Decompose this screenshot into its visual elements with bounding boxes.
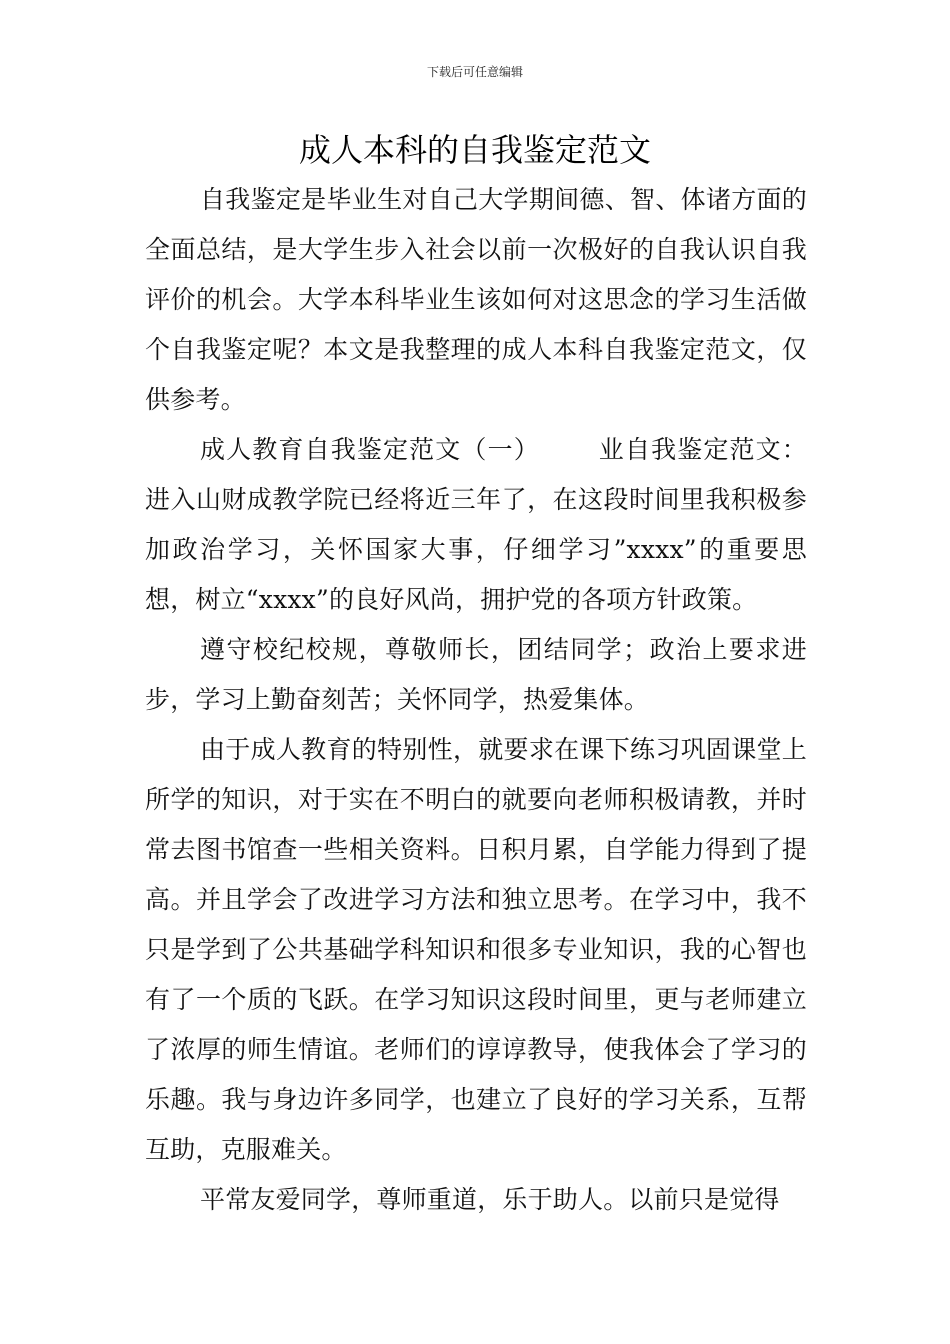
paragraph-friends: 平常友爱同学，尊师重道，乐于助人。以前只是觉得 xyxy=(200,1185,780,1214)
paragraph-study: 由于成人教育的特别性，就要求在课下练习巩固课堂上所学的知识，对于实在不明白的就要向老师积极请教，并时常去图书馆查一些相关资料。日积月累，自学能力得到了提高。并且学会了改进学习方法和独立思考。在学习中，我不只是学到了公共基础学科知识和很多专业知识，我的心智也有了一个质的飞跃。在学习知识这段时间里，更与老师建立了浓厚的师生情谊。老师们的谆谆教导，使我体会了学习的乐趣。我与身边许多同学，也建立了良好的学习关系，互帮互助，克服难关。 xyxy=(145,735,807,1164)
document-title: 成人本科的自我鉴定范文 xyxy=(298,131,651,169)
page-header: 下载后可任意编辑 xyxy=(426,65,523,79)
essay-heading: 成人教育自我鉴定范文（一） xyxy=(200,435,540,464)
essay-text: 业自我鉴定范文：进入山财成教学院已经将近三年了，在这段时间里我积极参加政治学习，关怀国家大事，仔细学习”xxxx”的重要思想，树立“xxxx”的良好风尚，拥护党的各项方针政策。 xyxy=(145,435,807,614)
paragraph-essay-one xyxy=(145,425,807,625)
paragraph-intro: 自我鉴定是毕业生对自己大学期间德、智、体诸方面的全面总结，是大学生步入社会以前一次极好的自我认识自我评价的机会。大学本科毕业生该如何对这思念的学习生活做个自我鉴定呢？本文是我整理的成人本科自我鉴定范文，仅供参考。 xyxy=(145,185,807,414)
document-body xyxy=(145,175,807,1225)
paragraph-discipline: 遵守校纪校规，尊敬师长，团结同学；政治上要求进步，学习上勤奋刻苦；关怀同学，热爱集体。 xyxy=(145,635,807,714)
